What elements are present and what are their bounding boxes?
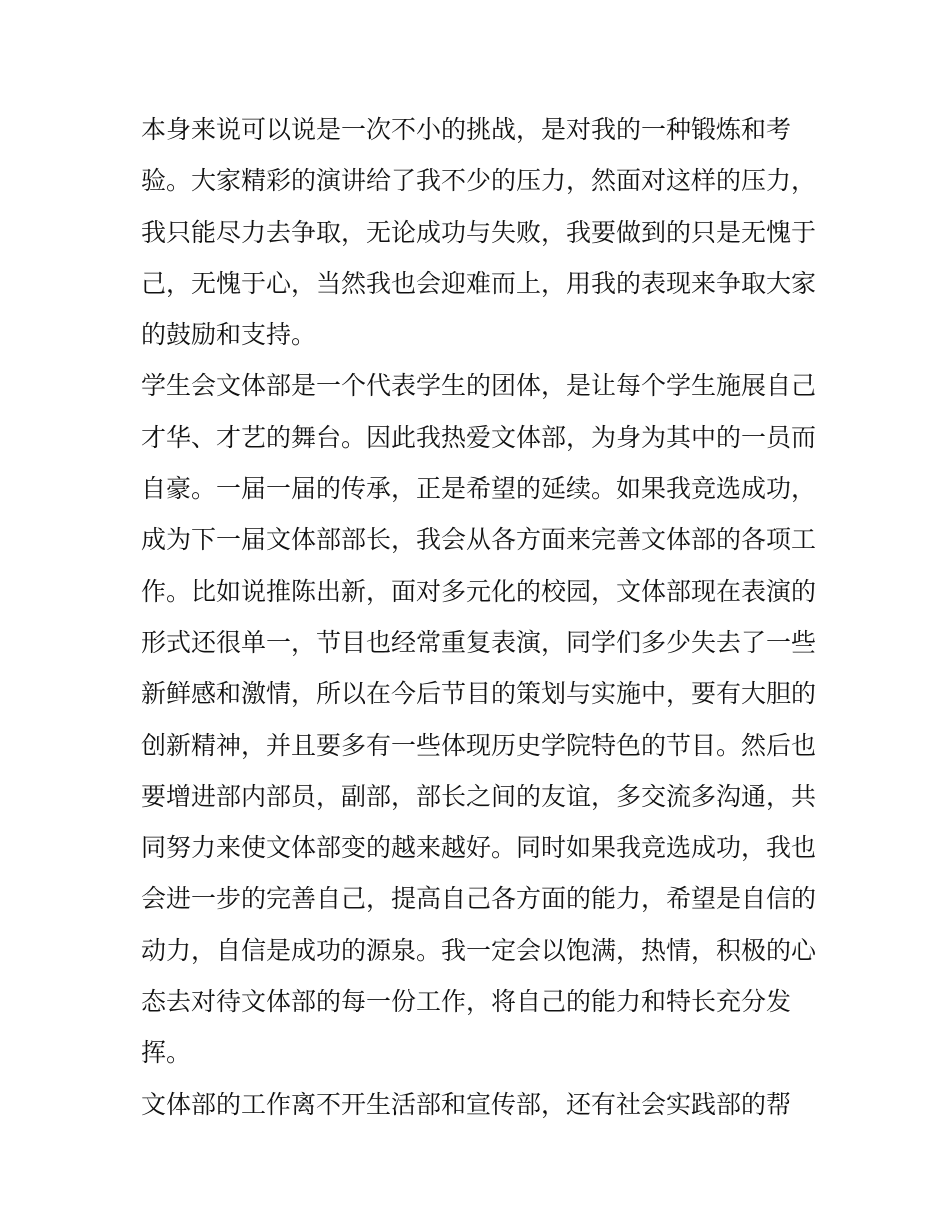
text-line: 挥。 (141, 1038, 192, 1068)
text-line: 本身来说可以说是一次不小的挑战，是对我的一种锻炼和考 (141, 115, 792, 144)
paragraph (141, 104, 821, 360)
text-line: 形式还很单一，节目也经常重复表演，同学们多少失去了一些 (141, 627, 817, 657)
text-line: 我只能尽力去争取，无论成功与失败，我要做到的只是无愧于 (141, 217, 817, 247)
text-line: 的鼓励和支持。 (141, 320, 317, 350)
text-line: 才华、才艺的舞台。因此我热爱文体部，为身为其中的一员而 (141, 422, 817, 452)
paragraph (141, 360, 821, 1078)
text-line: 验。大家精彩的演讲给了我不少的压力，然面对这样的压力， (141, 166, 817, 196)
text-line: 作。比如说推陈出新，面对多元化的校园，文体部现在表演的 (141, 576, 817, 606)
text-line: 态去对待文体部的每一份工作，将自己的能力和特长充分发 (141, 987, 792, 1017)
text-line: 学生会文体部是一个代表学生的团体，是让每个学生施展自己 (141, 371, 817, 401)
document-body (141, 104, 821, 1130)
text-line: 同努力来使文体部变的越来越好。同时如果我竞选成功，我也 (141, 833, 817, 863)
text-line: 己，无愧于心，当然我也会迎难而上，用我的表现来争取大家 (141, 268, 817, 298)
text-line: 创新精神，并且要多有一些体现历史学院特色的节目。然后也 (141, 730, 817, 760)
text-line: 自豪。一届一届的传承，正是希望的延续。如果我竞选成功， (141, 474, 817, 504)
paragraph (141, 1079, 821, 1130)
text-line: 成为下一届文体部部长，我会从各方面来完善文体部的各项工 (141, 525, 817, 555)
text-line: 会进一步的完善自己，提高自己各方面的能力，希望是自信的 (141, 884, 817, 914)
text-line: 动力，自信是成功的源泉。我一定会以饱满，热情，积极的心 (141, 935, 817, 965)
text-line: 要增进部内部员，副部，部长之间的友谊，多交流多沟通，共 (141, 781, 817, 811)
text-line: 文体部的工作离不开生活部和宣传部，还有社会实践部的帮 (141, 1089, 792, 1119)
text-line: 新鲜感和激情，所以在今后节目的策划与实施中，要有大胆的 (141, 679, 817, 709)
